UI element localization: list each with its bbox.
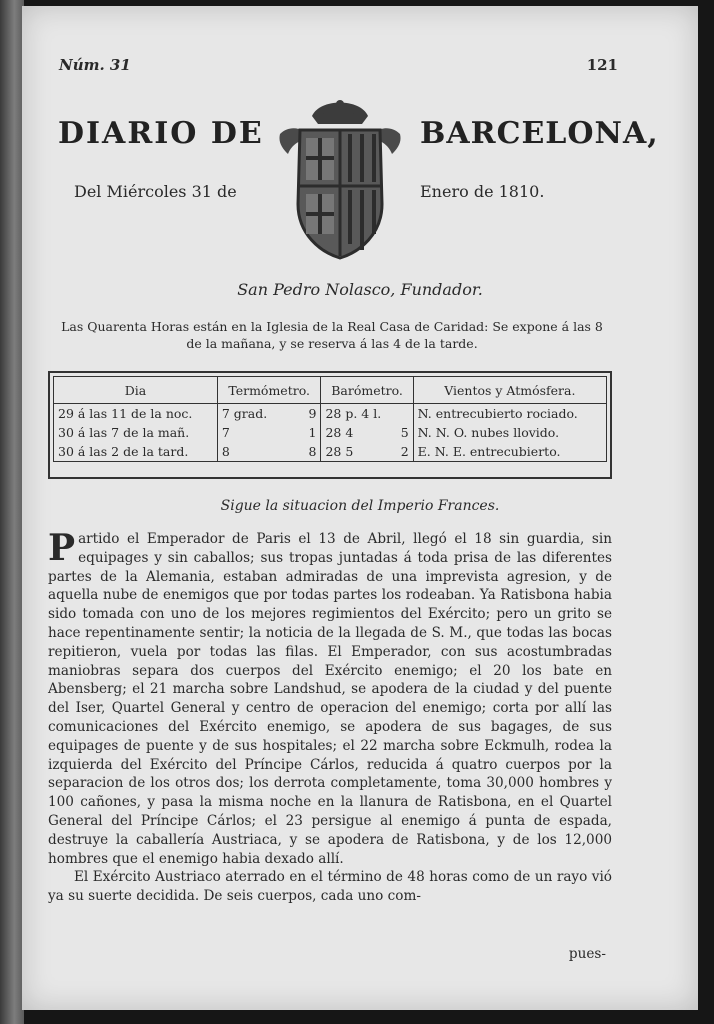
book-gutter [0, 0, 24, 1024]
weather-row [54, 423, 607, 442]
article-paragraph: El Exército Austriaco aterrado en el término de 48 horas como de un rayo vió ya su suerte decidida. De seis cuerpos, cada uno com- [48, 869, 612, 905]
weather-table [48, 371, 612, 479]
catchword: pues- [568, 946, 606, 962]
newspaper-page [22, 6, 698, 1010]
article-body [48, 527, 612, 906]
masthead-title-left: DIARIO DE [58, 116, 264, 151]
cell-temp-frac: 9 [297, 404, 321, 424]
cell-baro-frac [394, 404, 413, 424]
cell-time: 30 á las 7 de la mañ. [54, 423, 218, 442]
cell-baro-frac: 2 [394, 442, 413, 462]
weather-row [54, 442, 607, 462]
cell-temp: 7 [217, 423, 296, 442]
date-month-year: Enero de 1810. [420, 182, 545, 201]
cell-baro: 28 5 [321, 442, 394, 462]
church-notice: Las Quarenta Horas están en la Iglesia de la Real Casa de Caridad: Se expone á las 8 de la mañana, y se reserva á las 4 de la tarde. [61, 319, 603, 351]
masthead-title-right: BARCELONA, [420, 116, 659, 151]
weather-header-row [54, 377, 607, 404]
cell-temp: 8 [217, 442, 296, 462]
cell-temp: 7 grad. [217, 404, 296, 424]
cell-temp-frac: 1 [297, 423, 321, 442]
header-barometer: Barómetro. [321, 377, 413, 404]
coat-of-arms-icon [270, 94, 410, 264]
saint-of-the-day: San Pedro Nolasco, Fundador. [237, 280, 483, 299]
cell-baro-frac: 5 [394, 423, 413, 442]
section-title: Sigue la situacion del Imperio Frances. [220, 498, 500, 514]
issue-number: Núm. 31 [59, 56, 131, 74]
paragraph-text: artido el Emperador de Paris el 13 de Abril, llegó el 18 sin guardia, sin equipages y sin caballos; sus tropas juntadas á toda prisa de las diferentes partes de la Alemania, estaban admiradas de una imprevista agresion, y de aquella nube de enemigos que por todas partes los rodeaban. Ya Ratisbona habia sido tomada con uno de los mejores regimientos del Exército; pero un grito se hace repentinamente sentir; la noticia de la llegada de S. M., que todas las bocas repitieron, vuela por todas las filas. El Emperador, con sus acostumbradas maniobras separa dos cuerpos del Exército enemigo; el 20 los bate en Abensberg; el 21 marcha sobre Landshud, se apodera de la ciudad y del puente del Iser, Quartel General y centro de operacion del enemigo; corta por allí las comunicaciones del Exército enemigo, se apodera de sus bagages, de sus equipages de puente y de sus hospitales; el 22 marcha sobre Eckmulh, rodea la izquierda del Exército del Príncipe Cárlos, reducida á quatro cuerpos por la separacion de los otros dos; los derrota completamente, toma 30,000 hombres y 100 cañones, y pasa la misma noche en la llanura de Ratisbona, en el Quartel General del Príncipe Cárlos; el 23 persigue al enemigo á punta de espada, destruye la caballería Austriaca, y se apodera de Ratisbona, y de los 12,000 hombres que el enemigo habia dexado allí. [48, 531, 612, 867]
cell-time: 30 á las 2 de la tard. [54, 442, 218, 462]
drop-cap: P [48, 527, 76, 569]
date-weekday: Del Miércoles 31 de [74, 182, 237, 201]
cell-wind: N. entrecubierto rociado. [413, 404, 606, 424]
article-paragraph [48, 527, 612, 868]
header-day: Dia [54, 377, 218, 404]
cell-time: 29 á las 11 de la noc. [54, 404, 218, 424]
cell-wind: N. N. O. nubes llovido. [413, 423, 606, 442]
cell-baro: 28 4 [321, 423, 394, 442]
page-number: 121 [586, 56, 618, 74]
cell-wind: E. N. E. entrecubierto. [413, 442, 606, 462]
cell-temp-frac: 8 [297, 442, 321, 462]
header-thermometer: Termómetro. [217, 377, 321, 404]
weather-row [54, 404, 607, 424]
cell-baro: 28 p. 4 l. [321, 404, 394, 424]
header-wind: Vientos y Atmósfera. [413, 377, 606, 404]
